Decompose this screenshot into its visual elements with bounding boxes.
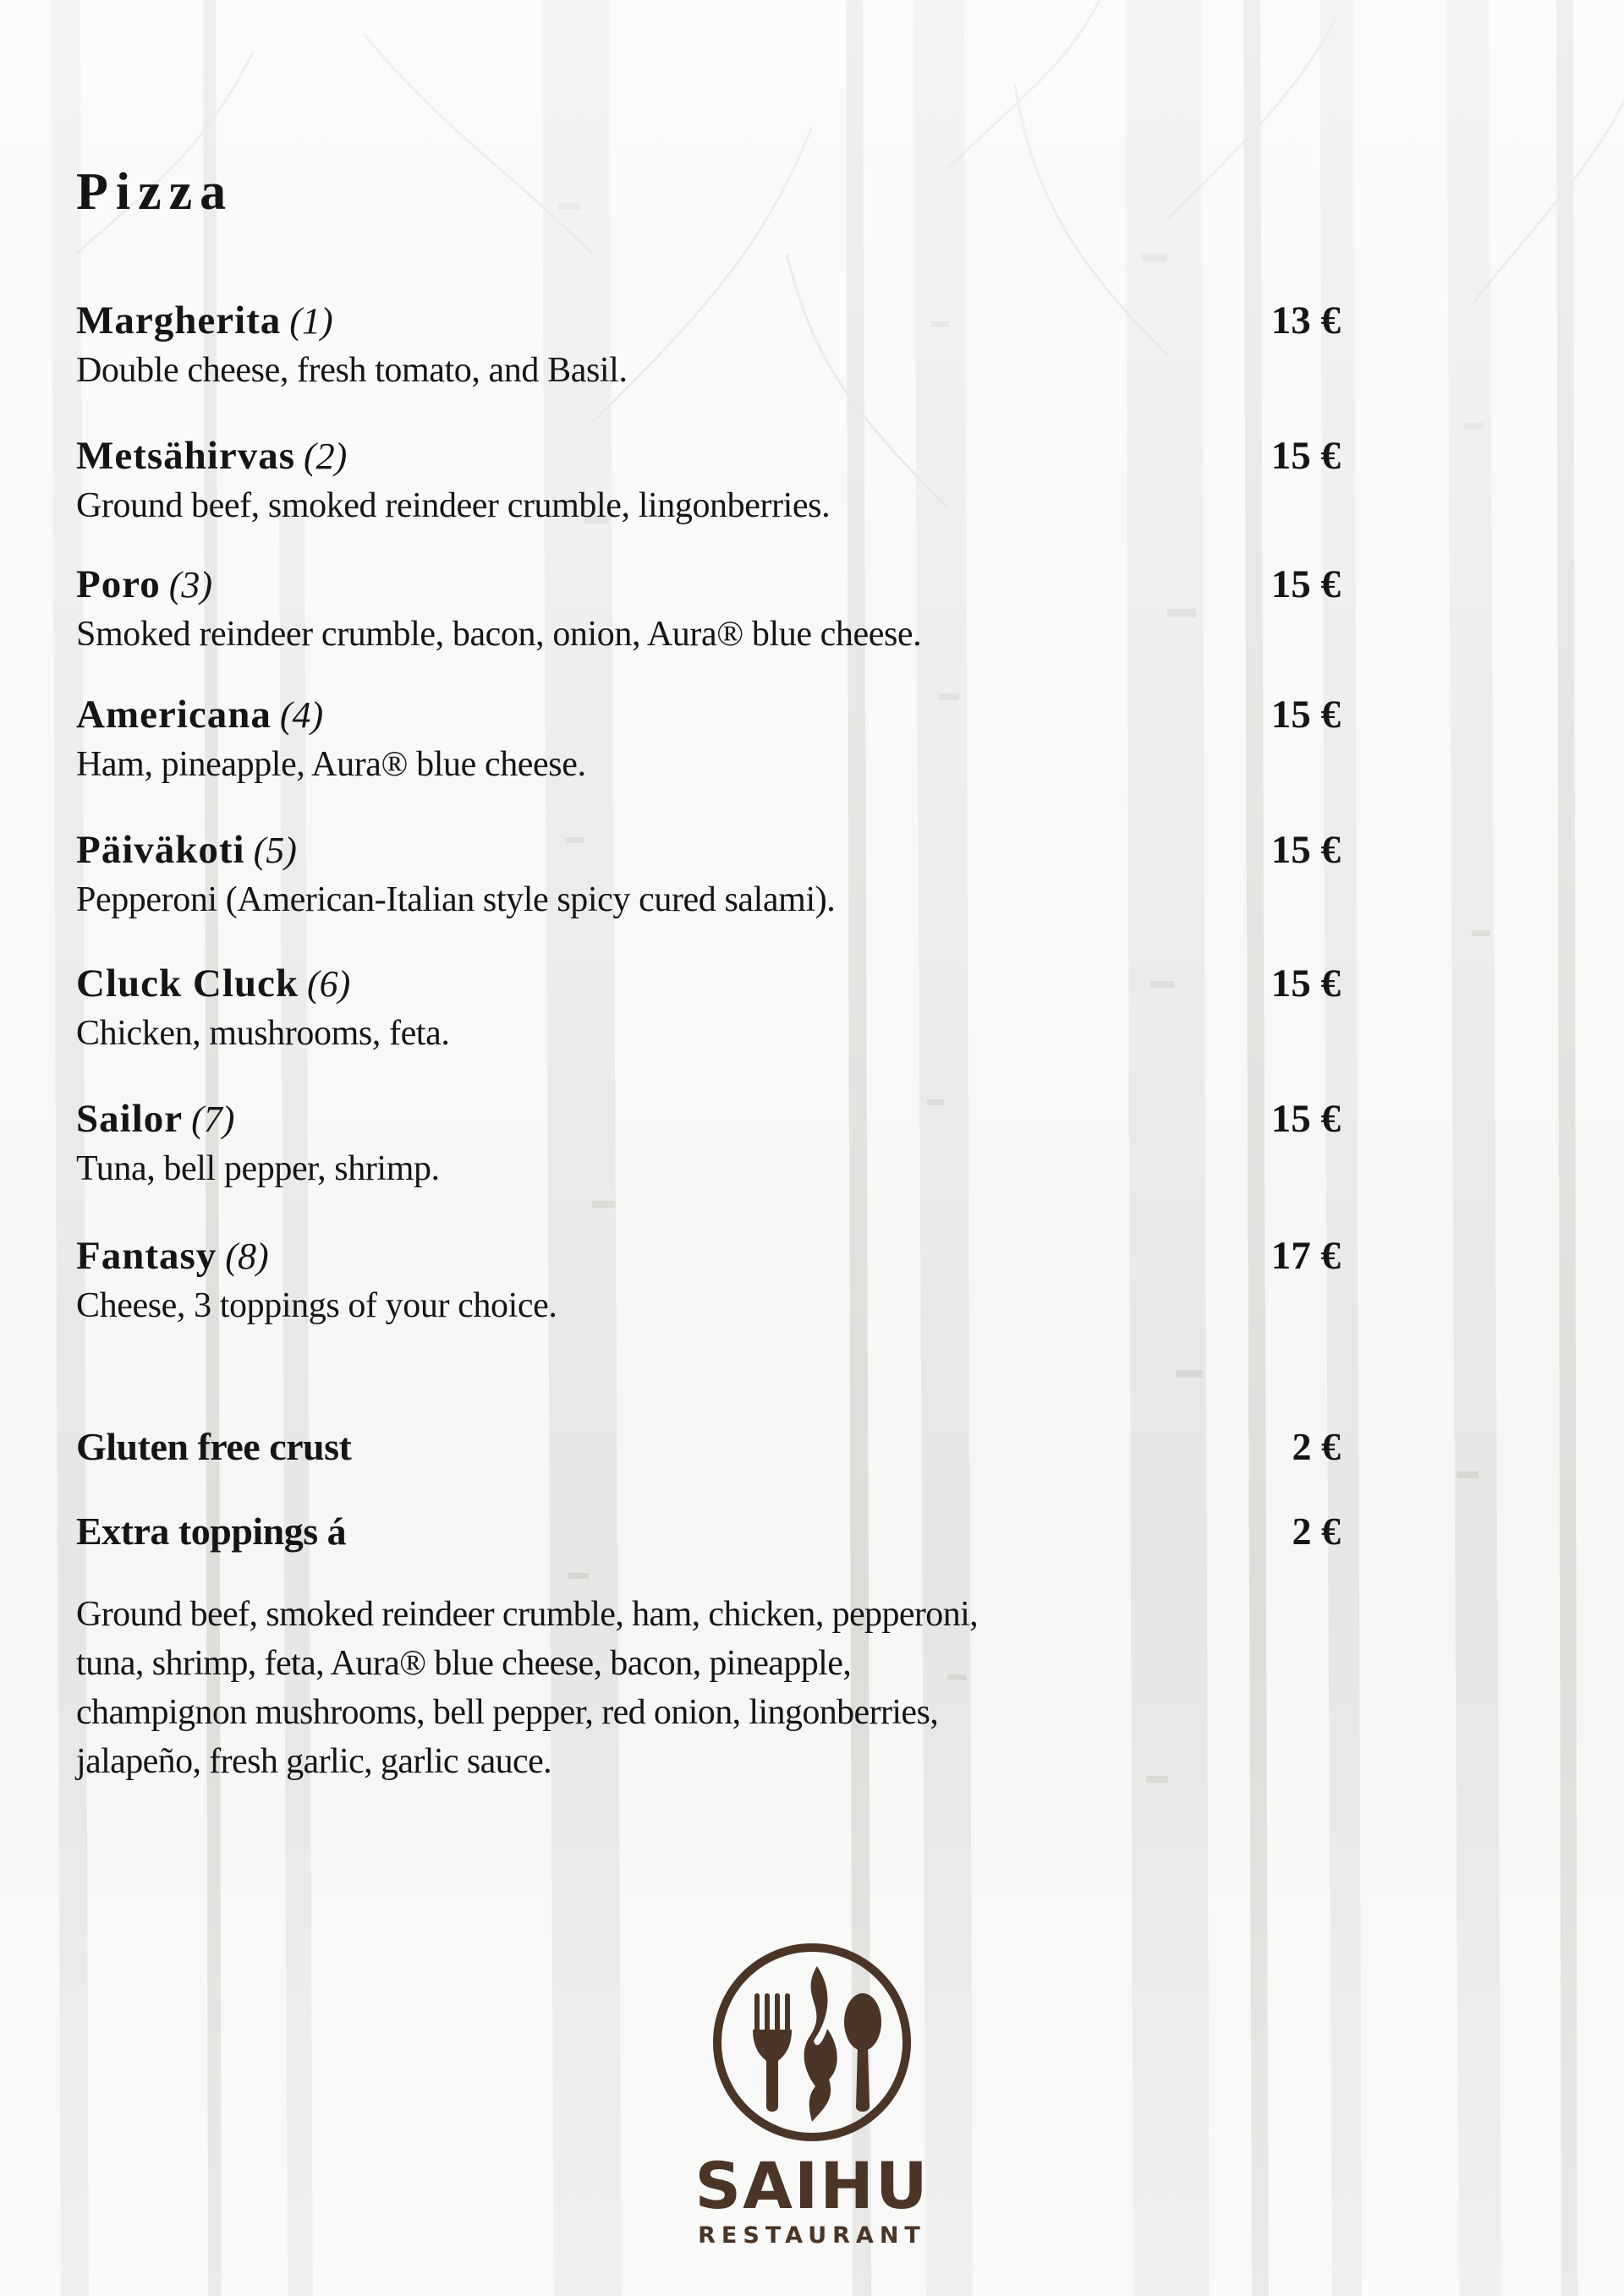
menu-item-header <box>76 961 1341 1011</box>
menu-item-name: Cluck Cluck <box>76 962 299 1006</box>
extra-option <box>76 1424 1341 1475</box>
menu-item-header <box>76 433 1341 484</box>
logo-name: SAIHU <box>694 2148 930 2223</box>
menu-item-name: Americana <box>76 693 272 737</box>
menu-item-header <box>76 827 1341 878</box>
menu-item-header <box>76 298 1341 348</box>
fork-flame-spoon-icon <box>710 1941 914 2144</box>
toppings-list <box>76 1590 1176 1786</box>
menu-item <box>76 827 1341 920</box>
menu-item <box>76 433 1341 526</box>
menu-item-price: 13 € <box>1270 299 1341 342</box>
menu-item-name: Margherita <box>76 299 282 342</box>
extra-option <box>76 1509 1341 1559</box>
menu-item-name: Poro <box>76 562 161 606</box>
menu-item-header <box>76 1233 1341 1284</box>
menu-item <box>76 562 1341 655</box>
menu-item <box>76 1096 1341 1189</box>
menu-item-number: (5) <box>253 830 297 871</box>
logo-subtitle: RESTAURANT <box>698 2222 926 2249</box>
section-title: Pizza <box>76 163 234 221</box>
toppings-line: jalapeño, fresh garlic, garlic sauce. <box>76 1742 552 1781</box>
menu-item-name: Fantasy <box>76 1234 217 1278</box>
menu-item-description: Cheese, 3 toppings of your choice. <box>76 1286 557 1325</box>
restaurant-logo <box>668 1941 956 2288</box>
menu-item-description: Smoked reindeer crumble, bacon, onion, Aura® blue cheese. <box>76 615 922 654</box>
menu-item-description: Pepperoni (American-Italian style spicy cured salami). <box>76 880 836 919</box>
menu-item-description: Tuna, bell pepper, shrimp. <box>76 1149 440 1188</box>
menu-item-number: (3) <box>168 564 213 606</box>
menu-item-price: 15 € <box>1270 962 1341 1006</box>
menu-item-number: (7) <box>191 1099 235 1140</box>
menu-item-price: 15 € <box>1270 1097 1341 1141</box>
menu-item-number: (6) <box>307 963 351 1005</box>
menu-item-header <box>76 692 1341 743</box>
menu-item-header <box>76 562 1341 612</box>
menu-item <box>76 692 1341 785</box>
menu-item-header <box>76 1096 1341 1147</box>
menu-item-price: 15 € <box>1270 693 1341 737</box>
menu-item-name: Päiväkoti <box>76 828 245 872</box>
menu-item-price: 15 € <box>1270 562 1341 606</box>
toppings-line: Ground beef, smoked reindeer crumble, ham, chicken, pepperoni, <box>76 1595 979 1634</box>
menu-item-description: Chicken, mushrooms, feta. <box>76 1014 450 1053</box>
menu-item <box>76 961 1341 1054</box>
menu-item <box>76 298 1341 391</box>
extra-option-name: Extra toppings á <box>76 1510 347 1553</box>
menu-item-price: 15 € <box>1270 434 1341 478</box>
menu-item-description: Ham, pineapple, Aura® blue cheese. <box>76 745 586 784</box>
menu-item-name: Metsähirvas <box>76 434 296 478</box>
menu-item-description: Double cheese, fresh tomato, and Basil. <box>76 351 628 390</box>
toppings-line: champignon mushrooms, bell pepper, red onion, lingonberries, <box>76 1693 939 1732</box>
extra-option-price: 2 € <box>1292 1510 1341 1553</box>
menu-item-number: (2) <box>304 436 348 477</box>
menu-item-number: (4) <box>279 694 324 736</box>
menu-item-description: Ground beef, smoked reindeer crumble, lingonberries. <box>76 486 831 525</box>
menu-item-price: 15 € <box>1270 828 1341 872</box>
menu-item <box>76 1233 1341 1326</box>
menu-item-price: 17 € <box>1270 1234 1341 1278</box>
menu-item-number: (1) <box>289 300 333 342</box>
menu-item-number: (8) <box>225 1236 269 1277</box>
extra-option-name: Gluten free crust <box>76 1425 352 1468</box>
toppings-line: tuna, shrimp, feta, Aura® blue cheese, bacon, pineapple, <box>76 1644 852 1683</box>
extra-option-price: 2 € <box>1292 1425 1341 1468</box>
menu-item-name: Sailor <box>76 1097 184 1141</box>
